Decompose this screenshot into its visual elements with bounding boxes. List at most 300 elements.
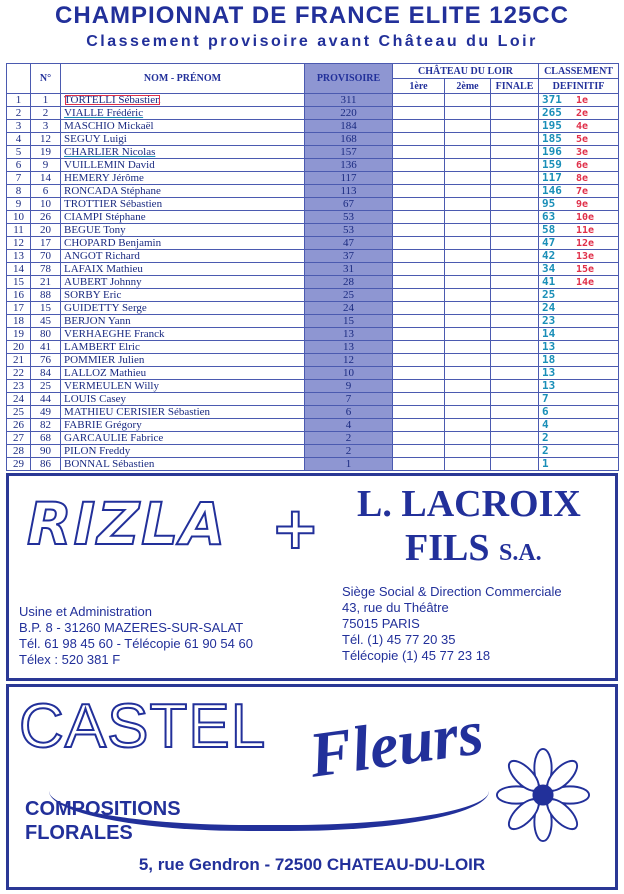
heat1-cell (393, 198, 445, 211)
final-classement-cell (539, 237, 619, 250)
heat2-cell (445, 406, 491, 419)
heat1-cell (393, 159, 445, 172)
final-cell (491, 172, 539, 185)
rider-name-cell (61, 133, 305, 146)
handwritten-total: 195 (542, 119, 562, 132)
heat1-cell (393, 263, 445, 276)
table-row (7, 133, 619, 146)
heat2-cell (445, 380, 491, 393)
rider-name: VIALLE Frédéric (64, 106, 144, 119)
company-name-fils: FILS (405, 527, 490, 569)
handwritten-total: 146 (542, 184, 562, 197)
rider-name-cell (61, 328, 305, 341)
final-classement-cell (539, 458, 619, 471)
heat1-cell (393, 458, 445, 471)
handwritten-total: 2 (542, 431, 549, 444)
provisional-points-cell: 13 (305, 328, 393, 341)
heat2-cell (445, 458, 491, 471)
table-row (7, 237, 619, 250)
heat1-cell (393, 237, 445, 250)
handwritten-total: 6 (542, 405, 549, 418)
bib-number-cell: 86 (31, 458, 61, 471)
rider-name: HEMERY Jérôme (64, 171, 144, 184)
table-row (7, 341, 619, 354)
final-classement-cell (539, 146, 619, 159)
handwritten-rank: 5e (576, 134, 589, 145)
heat1-header: 1ère (393, 79, 445, 94)
rider-name: AUBERT Johnny (64, 275, 142, 288)
provisional-points-cell: 10 (305, 367, 393, 380)
rider-name: BERJON Yann (64, 314, 131, 327)
final-cell (491, 302, 539, 315)
rider-name: CHARLIER Nicolas (64, 145, 156, 158)
rider-name-cell (61, 354, 305, 367)
heat1-cell (393, 107, 445, 120)
bib-number-cell: 14 (31, 172, 61, 185)
rider-name: SEGUY Luigi (64, 132, 127, 145)
address-line: Télex : 520 381 F (19, 652, 121, 667)
handwritten-rank: 6e (576, 160, 589, 171)
shop-address: 5, rue Gendron - 72500 CHATEAU-DU-LOIR (138, 855, 486, 874)
provisional-points-cell: 67 (305, 198, 393, 211)
rizla-cross-icon: + (271, 494, 320, 562)
company-name-line1: L. LACROIX (357, 483, 581, 525)
tagline-line2: FLORALES (25, 822, 133, 844)
position-cell: 25 (7, 406, 31, 419)
position-cell: 13 (7, 250, 31, 263)
rider-name: BEGUE Tony (64, 223, 126, 236)
table-row (7, 94, 619, 107)
heat2-cell (445, 315, 491, 328)
position-cell: 4 (7, 133, 31, 146)
handwritten-total: 159 (542, 158, 562, 171)
rider-name-cell (61, 432, 305, 445)
final-cell (491, 159, 539, 172)
provisional-points-cell: 184 (305, 120, 393, 133)
heat1-cell (393, 302, 445, 315)
bib-number-cell: 3 (31, 120, 61, 133)
factory-address (19, 604, 253, 668)
position-cell: 21 (7, 354, 31, 367)
table-row (7, 107, 619, 120)
rider-name: CHOPARD Benjamin (64, 236, 162, 249)
handwritten-total: 13 (542, 366, 556, 379)
final-cell (491, 380, 539, 393)
heat1-cell (393, 341, 445, 354)
handwritten-total: 196 (542, 145, 562, 158)
provisional-points-cell: 113 (305, 185, 393, 198)
bib-number-cell: 2 (31, 107, 61, 120)
rider-name-cell (61, 94, 305, 107)
final-cell (491, 237, 539, 250)
rider-name-cell (61, 224, 305, 237)
final-cell (491, 185, 539, 198)
final-cell (491, 445, 539, 458)
bib-number-cell: 12 (31, 133, 61, 146)
rider-name-cell (61, 120, 305, 133)
provisional-points-cell: 6 (305, 406, 393, 419)
final-classement-cell (539, 367, 619, 380)
heat1-cell (393, 367, 445, 380)
position-cell: 27 (7, 432, 31, 445)
table-row (7, 224, 619, 237)
heat2-cell (445, 133, 491, 146)
table-row (7, 198, 619, 211)
bib-number-cell: 1 (31, 94, 61, 107)
heat1-cell (393, 211, 445, 224)
provisional-points-cell: 24 (305, 302, 393, 315)
handwritten-total: 185 (542, 132, 562, 145)
number-header: N° (31, 64, 61, 94)
bib-number-cell: 15 (31, 302, 61, 315)
table-row (7, 263, 619, 276)
handwritten-total: 7 (542, 392, 549, 405)
heat2-cell (445, 172, 491, 185)
final-cell (491, 419, 539, 432)
position-cell: 19 (7, 328, 31, 341)
final-classement-cell (539, 393, 619, 406)
position-cell: 28 (7, 445, 31, 458)
position-cell: 12 (7, 237, 31, 250)
handwritten-rank: 14e (576, 277, 595, 288)
final-cell (491, 107, 539, 120)
position-cell: 24 (7, 393, 31, 406)
final-classement-cell (539, 211, 619, 224)
handwritten-total: 34 (542, 262, 556, 275)
final-cell (491, 289, 539, 302)
rider-name-cell (61, 146, 305, 159)
handwritten-total: 42 (542, 249, 556, 262)
rider-name: VERMEULEN Willy (64, 379, 159, 392)
provisional-points-cell: 136 (305, 159, 393, 172)
provisional-points-cell: 168 (305, 133, 393, 146)
provisional-points-cell: 28 (305, 276, 393, 289)
handwritten-total: 95 (542, 197, 556, 210)
final-classement-cell (539, 354, 619, 367)
handwritten-total: 24 (542, 301, 556, 314)
handwritten-rank: 11e (576, 225, 595, 236)
final-classement-cell (539, 133, 619, 146)
address-line: 75015 PARIS (342, 616, 420, 631)
handwritten-total: 2 (542, 444, 549, 457)
page-subtitle: Classement provisoire avant Château du Loir (86, 33, 538, 50)
bib-number-cell: 45 (31, 315, 61, 328)
table-row (7, 445, 619, 458)
table-row (7, 419, 619, 432)
final-classement-cell (539, 328, 619, 341)
rider-name: ANGOT Richard (64, 249, 140, 262)
table-row (7, 458, 619, 471)
heat1-cell (393, 432, 445, 445)
rank-header (7, 64, 31, 94)
handwritten-total: 58 (542, 223, 556, 236)
bib-number-cell: 10 (31, 198, 61, 211)
provisional-points-cell: 53 (305, 224, 393, 237)
bib-number-cell: 26 (31, 211, 61, 224)
final-classement-cell (539, 172, 619, 185)
heat1-cell (393, 250, 445, 263)
bib-number-cell: 21 (31, 276, 61, 289)
rider-name-cell (61, 198, 305, 211)
rider-name: TORTELLI Sébastien (64, 93, 161, 106)
table-row (7, 211, 619, 224)
provisional-points-cell: 47 (305, 237, 393, 250)
bib-number-cell: 9 (31, 159, 61, 172)
provisional-points-cell: 37 (305, 250, 393, 263)
final-cell (491, 315, 539, 328)
bib-number-cell: 19 (31, 146, 61, 159)
provisoire-header: PROVISOIRE (305, 64, 393, 94)
rider-name: RONCADA Stéphane (64, 184, 161, 197)
heat1-cell (393, 406, 445, 419)
heat1-cell (393, 419, 445, 432)
final-classement-cell (539, 159, 619, 172)
final-classement-cell (539, 432, 619, 445)
rider-name-cell (61, 393, 305, 406)
heat1-cell (393, 224, 445, 237)
castel-fleurs-ad (6, 684, 618, 890)
final-cell (491, 276, 539, 289)
position-cell: 1 (7, 94, 31, 107)
table-row (7, 185, 619, 198)
final-cell (491, 133, 539, 146)
final-classement-cell (539, 380, 619, 393)
handwritten-rank: 9e (576, 199, 589, 210)
final-header: FINALE (491, 79, 539, 94)
bib-number-cell: 49 (31, 406, 61, 419)
address-line: B.P. 8 - 31260 MAZERES-SUR-SALAT (19, 620, 244, 635)
provisional-points-cell: 157 (305, 146, 393, 159)
definitif-header: DEFINITIF (539, 79, 619, 94)
handwritten-total: 1 (542, 457, 549, 470)
rider-name: LOUIS Casey (64, 392, 127, 405)
final-cell (491, 328, 539, 341)
heat2-cell (445, 263, 491, 276)
heat2-cell (445, 341, 491, 354)
address-line: Télécopie (1) 45 77 23 18 (342, 648, 491, 663)
bib-number-cell: 76 (31, 354, 61, 367)
provisional-points-cell: 9 (305, 380, 393, 393)
provisional-points-cell: 1 (305, 458, 393, 471)
provisional-points-cell: 4 (305, 419, 393, 432)
rider-name: VUILLEMIN David (64, 158, 155, 171)
position-cell: 15 (7, 276, 31, 289)
position-cell: 16 (7, 289, 31, 302)
handwritten-rank: 3e (576, 147, 589, 158)
position-cell: 29 (7, 458, 31, 471)
heat1-cell (393, 94, 445, 107)
table-row (7, 120, 619, 133)
bib-number-cell: 90 (31, 445, 61, 458)
head-office-address (342, 584, 562, 664)
heat2-cell (445, 445, 491, 458)
rider-name: GUIDETTY Serge (64, 301, 147, 314)
chateau-header: CHÂTEAU DU LOIR (393, 64, 539, 79)
rider-name-cell (61, 406, 305, 419)
heat2-cell (445, 393, 491, 406)
table-row (7, 159, 619, 172)
bib-number-cell: 68 (31, 432, 61, 445)
table-row (7, 302, 619, 315)
position-cell: 11 (7, 224, 31, 237)
bib-number-cell: 80 (31, 328, 61, 341)
rider-name-cell (61, 211, 305, 224)
tagline-line1: COMPOSITIONS (25, 798, 181, 820)
handwritten-rank: 7e (576, 186, 589, 197)
final-cell (491, 94, 539, 107)
final-cell (491, 224, 539, 237)
final-classement-cell (539, 94, 619, 107)
handwritten-total: 13 (542, 340, 556, 353)
final-cell (491, 393, 539, 406)
heat2-cell (445, 354, 491, 367)
position-cell: 22 (7, 367, 31, 380)
final-classement-cell (539, 341, 619, 354)
bib-number-cell: 78 (31, 263, 61, 276)
heat1-cell (393, 172, 445, 185)
heat2-cell (445, 289, 491, 302)
heat1-cell (393, 354, 445, 367)
rider-name: PILON Freddy (64, 444, 131, 457)
final-cell (491, 263, 539, 276)
final-classement-cell (539, 224, 619, 237)
castel-logo: CASTEL (19, 692, 267, 761)
heat2-cell (445, 185, 491, 198)
heat2-cell (445, 237, 491, 250)
final-cell (491, 211, 539, 224)
rider-name-cell (61, 380, 305, 393)
bib-number-cell: 44 (31, 393, 61, 406)
rider-name: BONNAL Sébastien (64, 457, 155, 470)
bib-number-cell: 84 (31, 367, 61, 380)
rizla-lacroix-ad (6, 473, 618, 681)
position-cell: 2 (7, 107, 31, 120)
bib-number-cell: 25 (31, 380, 61, 393)
table-row (7, 354, 619, 367)
position-cell: 17 (7, 302, 31, 315)
handwritten-total: 41 (542, 275, 556, 288)
heat2-cell (445, 328, 491, 341)
handwritten-rank: 13e (576, 251, 595, 262)
heat1-cell (393, 133, 445, 146)
bib-number-cell: 70 (31, 250, 61, 263)
rider-name: MASCHIO Mickaël (64, 119, 154, 132)
rider-name: TROTTIER Sébastien (64, 197, 163, 210)
heat1-cell (393, 445, 445, 458)
heat1-cell (393, 185, 445, 198)
rider-name-cell (61, 159, 305, 172)
rider-name-cell (61, 419, 305, 432)
final-cell (491, 146, 539, 159)
heat2-cell (445, 159, 491, 172)
provisional-points-cell: 311 (305, 94, 393, 107)
heat1-cell (393, 276, 445, 289)
table-row (7, 406, 619, 419)
final-classement-cell (539, 419, 619, 432)
handwritten-total: 47 (542, 236, 556, 249)
table-row (7, 328, 619, 341)
provisional-points-cell: 220 (305, 107, 393, 120)
heat2-cell (445, 367, 491, 380)
rizla-logo: RIZLA (27, 490, 228, 558)
handwritten-rank: 4e (576, 121, 589, 132)
bib-number-cell: 41 (31, 341, 61, 354)
rider-name-cell (61, 445, 305, 458)
handwritten-rank: 8e (576, 173, 589, 184)
bib-number-cell: 82 (31, 419, 61, 432)
rider-name: VERHAEGHE Franck (64, 327, 165, 340)
table-row (7, 289, 619, 302)
provisional-points-cell: 2 (305, 432, 393, 445)
final-cell (491, 367, 539, 380)
position-cell: 9 (7, 198, 31, 211)
final-classement-cell (539, 302, 619, 315)
heat2-cell (445, 146, 491, 159)
heat1-cell (393, 380, 445, 393)
provisional-points-cell: 2 (305, 445, 393, 458)
heat2-cell (445, 94, 491, 107)
rider-name-cell (61, 315, 305, 328)
final-classement-cell (539, 185, 619, 198)
rider-name-cell (61, 172, 305, 185)
page-title: CHAMPIONNAT DE FRANCE ELITE 125CC (55, 2, 569, 29)
provisional-points-cell: 7 (305, 393, 393, 406)
provisional-points-cell: 53 (305, 211, 393, 224)
position-cell: 3 (7, 120, 31, 133)
final-classement-cell (539, 120, 619, 133)
handwritten-total: 117 (542, 171, 562, 184)
position-cell: 6 (7, 159, 31, 172)
final-classement-cell (539, 198, 619, 211)
final-cell (491, 354, 539, 367)
final-cell (491, 458, 539, 471)
rider-name: LALLOZ Mathieu (64, 366, 147, 379)
heat2-cell (445, 302, 491, 315)
final-classement-cell (539, 107, 619, 120)
address-line: Siège Social & Direction Commerciale (342, 584, 562, 599)
handwritten-total: 14 (542, 327, 556, 340)
name-header: NOM - PRÉNOM (61, 64, 305, 94)
heat1-cell (393, 289, 445, 302)
handwritten-total: 4 (542, 418, 549, 431)
bib-number-cell: 88 (31, 289, 61, 302)
table-row (7, 393, 619, 406)
rider-name: GARCAULIE Fabrice (64, 431, 164, 444)
heat2-cell (445, 276, 491, 289)
position-cell: 20 (7, 341, 31, 354)
final-cell (491, 250, 539, 263)
position-cell: 7 (7, 172, 31, 185)
address-line: Usine et Administration (19, 604, 152, 619)
final-classement-cell (539, 406, 619, 419)
heat1-cell (393, 120, 445, 133)
results-body (7, 94, 619, 471)
handwritten-rank: 12e (576, 238, 595, 249)
heat1-cell (393, 315, 445, 328)
company-name-line2 (405, 526, 542, 570)
final-classement-cell (539, 445, 619, 458)
table-row (7, 380, 619, 393)
position-cell: 5 (7, 146, 31, 159)
final-classement-cell (539, 250, 619, 263)
position-cell: 18 (7, 315, 31, 328)
provisional-points-cell: 12 (305, 354, 393, 367)
classement-header: CLASSEMENT (539, 64, 619, 79)
handwritten-total: 265 (542, 106, 562, 119)
fleurs-script-logo: Fleurs (304, 696, 488, 791)
table-row (7, 367, 619, 380)
tagline (25, 797, 181, 845)
